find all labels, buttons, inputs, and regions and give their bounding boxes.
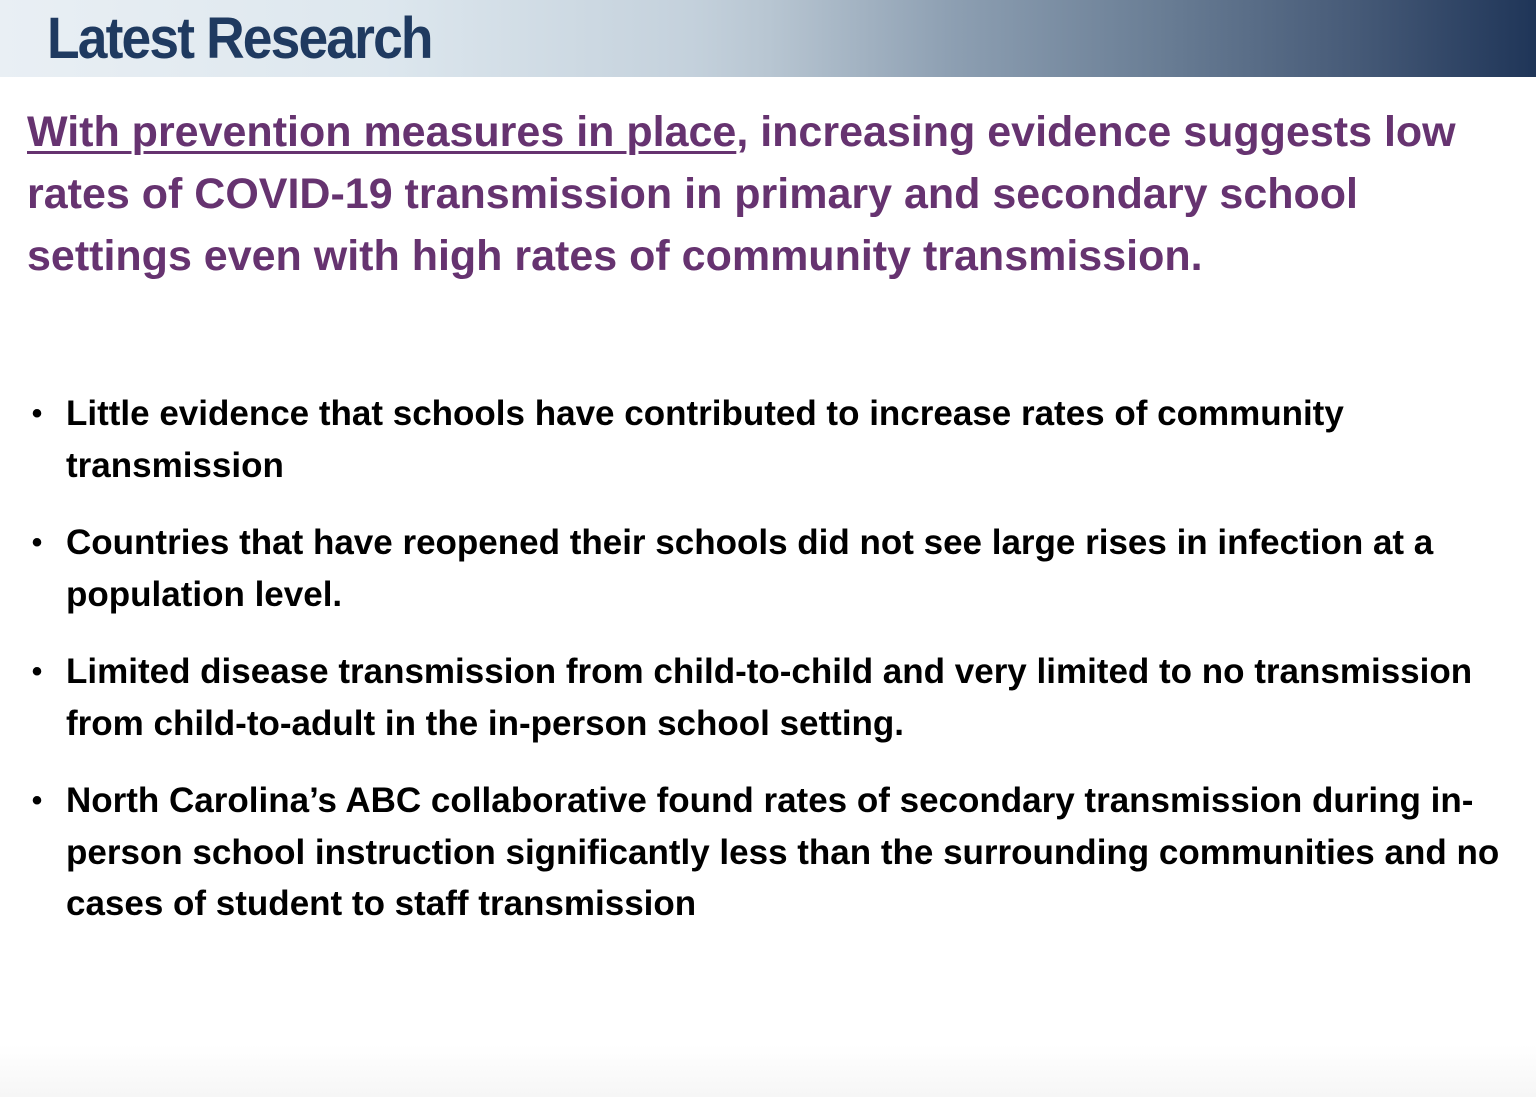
headline (27, 101, 1527, 287)
bullet-item (27, 517, 1517, 620)
headline-rest: , increasing evidence suggests low rates of COVID-19 transmission in primary and secondary school settings even with high rates of community transmission. (27, 108, 1456, 280)
page-title: Latest Research (47, 6, 432, 71)
bullet-dot-icon: • (31, 397, 43, 430)
bullet-text: North Carolina’s ABC collaborative found rates of secondary transmission during in-person school instruction significantly less than the surrounding communities and no cases of student to staff transmission (66, 781, 1500, 923)
bullet-item (27, 388, 1517, 491)
bullet-list (27, 388, 1517, 956)
bullet-item (27, 646, 1517, 749)
bullet-item (27, 775, 1517, 930)
headline-underlined-phrase: With prevention measures in place (27, 108, 737, 156)
bullet-dot-icon: • (31, 655, 43, 688)
bullet-text: Little evidence that schools have contributed to increase rates of community transmission (66, 394, 1344, 485)
bullet-text: Countries that have reopened their schools did not see large rises in infection at a population level. (66, 523, 1434, 614)
bullet-dot-icon: • (31, 526, 43, 559)
bullet-text: Limited disease transmission from child-to-child and very limited to no transmission from child-to-adult in the in-person school setting. (66, 652, 1473, 743)
bullet-dot-icon: • (31, 784, 43, 817)
header-bar (0, 0, 1536, 77)
